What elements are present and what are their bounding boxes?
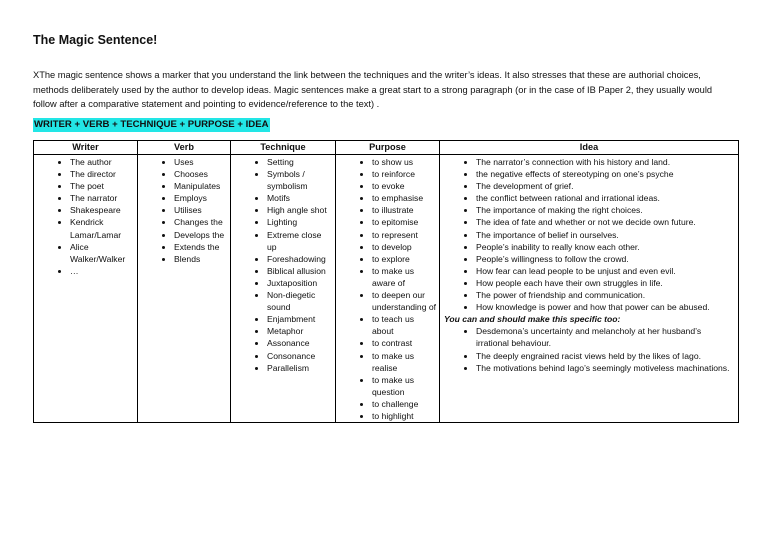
- idea-item-list: [440, 156, 738, 313]
- purpose-item: • to show us: [372, 156, 437, 168]
- technique-item: • High angle shot: [267, 204, 333, 216]
- technique-item: • Juxtaposition: [267, 277, 333, 289]
- technique-item-list: [231, 156, 335, 374]
- technique-item: • Foreshadowing: [267, 253, 333, 265]
- technique-item: • Setting: [267, 156, 333, 168]
- header-writer: Writer: [34, 141, 138, 155]
- technique-item: • Consonance: [267, 350, 333, 362]
- verb-item: • Manipulates: [174, 180, 228, 192]
- idea-cell: [440, 155, 739, 423]
- verb-item: • Changes the: [174, 216, 228, 228]
- idea-specific-item: • Desdemona’s uncertainty and melancholy at her husband’s irrational behaviour.: [476, 325, 736, 349]
- verb-item-list: [138, 156, 230, 265]
- writer-item-list: [34, 156, 137, 277]
- idea-item: • How knowledge is power and how that power can be abused.: [476, 301, 736, 313]
- idea-item: • the conflict between rational and irrational ideas.: [476, 192, 736, 204]
- page-title: The Magic Sentence!: [33, 33, 158, 47]
- technique-cell: [231, 155, 336, 423]
- idea-item: • the negative effects of stereotyping on one’s psyche: [476, 168, 736, 180]
- header-purpose: Purpose: [336, 141, 440, 155]
- verb-item: • Chooses: [174, 168, 228, 180]
- writer-cell: [34, 155, 138, 423]
- idea-item: • People’s inability to really know each other.: [476, 241, 736, 253]
- idea-item: • How fear can lead people to be unjust and even evil.: [476, 265, 736, 277]
- idea-item: • The narrator’s connection with his history and land.: [476, 156, 736, 168]
- idea-specific-item-list: [440, 325, 738, 375]
- table-row: [34, 155, 739, 423]
- technique-item: • Symbols / symbolism: [267, 168, 333, 192]
- header-idea: Idea: [440, 141, 739, 155]
- writer-item: • …: [70, 265, 135, 277]
- technique-item: • Extreme close up: [267, 229, 333, 253]
- purpose-item: • to epitomise: [372, 216, 437, 228]
- purpose-item: • to teach us about: [372, 313, 437, 337]
- idea-specific-item: • The deeply engrained racist views held by the likes of Iago.: [476, 350, 736, 362]
- technique-item: • Motifs: [267, 192, 333, 204]
- purpose-item: • to deepen our understanding of: [372, 289, 437, 313]
- technique-item: • Lighting: [267, 216, 333, 228]
- idea-specific-item: • The motivations behind Iago’s seemingly motiveless machinations.: [476, 362, 736, 374]
- verb-cell: [138, 155, 231, 423]
- verb-item: • Uses: [174, 156, 228, 168]
- purpose-item: • to make us realise: [372, 350, 437, 374]
- writer-item: • The director: [70, 168, 135, 180]
- table-header-row: [34, 141, 739, 155]
- magic-sentence-table: [33, 140, 739, 423]
- idea-item: • The importance of making the right choices.: [476, 204, 736, 216]
- purpose-item: • to contrast: [372, 337, 437, 349]
- purpose-item: • to explore: [372, 253, 437, 265]
- purpose-item-list: [336, 156, 439, 422]
- purpose-item: • to evoke: [372, 180, 437, 192]
- technique-item: • Biblical allusion: [267, 265, 333, 277]
- technique-item: • Parallelism: [267, 362, 333, 374]
- idea-item: • How people each have their own struggles in life.: [476, 277, 736, 289]
- idea-item: • People’s willingness to follow the crowd.: [476, 253, 736, 265]
- purpose-item: • to represent: [372, 229, 437, 241]
- idea-item: • The idea of fate and whether or not we decide own future.: [476, 216, 736, 228]
- purpose-item: • to illustrate: [372, 204, 437, 216]
- verb-item: • Employs: [174, 192, 228, 204]
- idea-item: • The power of friendship and communication.: [476, 289, 736, 301]
- technique-item: • Enjambment: [267, 313, 333, 325]
- intro-paragraph: XThe magic sentence shows a marker that you understand the link between the techniques and the writer’s ideas. It also stresses that these are authorial choices, methods deliberately used by the author to develop ideas. Magic sentences make a great start to a strong paragraph (or in the case of IB Paper 2, they usually would follow after a comparative statement and pointing to evidence/reference to the text) .: [33, 70, 713, 110]
- writer-item: • Alice Walker/Walker: [70, 241, 135, 265]
- writer-item: • The author: [70, 156, 135, 168]
- verb-item: • Blends: [174, 253, 228, 265]
- writer-item: • Kendrick Lamar/Lamar: [70, 216, 135, 240]
- verb-item: • Extends the: [174, 241, 228, 253]
- purpose-item: • to make us aware of: [372, 265, 437, 289]
- writer-item: • The poet: [70, 180, 135, 192]
- purpose-item: • to reinforce: [372, 168, 437, 180]
- technique-item: • Assonance: [267, 337, 333, 349]
- idea-item: • The importance of belief in ourselves.: [476, 229, 736, 241]
- formula-highlight: WRITER + VERB + TECHNIQUE + PURPOSE + IDEA: [34, 119, 269, 130]
- verb-item: • Utilises: [174, 204, 228, 216]
- idea-item: • The development of grief.: [476, 180, 736, 192]
- purpose-cell: [336, 155, 440, 423]
- purpose-item: • to emphasise: [372, 192, 437, 204]
- writer-item: • The narrator: [70, 192, 135, 204]
- verb-item: • Develops the: [174, 229, 228, 241]
- purpose-item: • to challenge: [372, 398, 437, 410]
- header-technique: Technique: [231, 141, 336, 155]
- purpose-item: • to develop: [372, 241, 437, 253]
- idea-specific-label: You can and should make this specific too:: [444, 314, 621, 325]
- technique-item: • Metaphor: [267, 325, 333, 337]
- purpose-item: • to highlight: [372, 410, 437, 422]
- header-verb: Verb: [138, 141, 231, 155]
- technique-item: • Non-diegetic sound: [267, 289, 333, 313]
- purpose-item: • to make us question: [372, 374, 437, 398]
- writer-item: • Shakespeare: [70, 204, 135, 216]
